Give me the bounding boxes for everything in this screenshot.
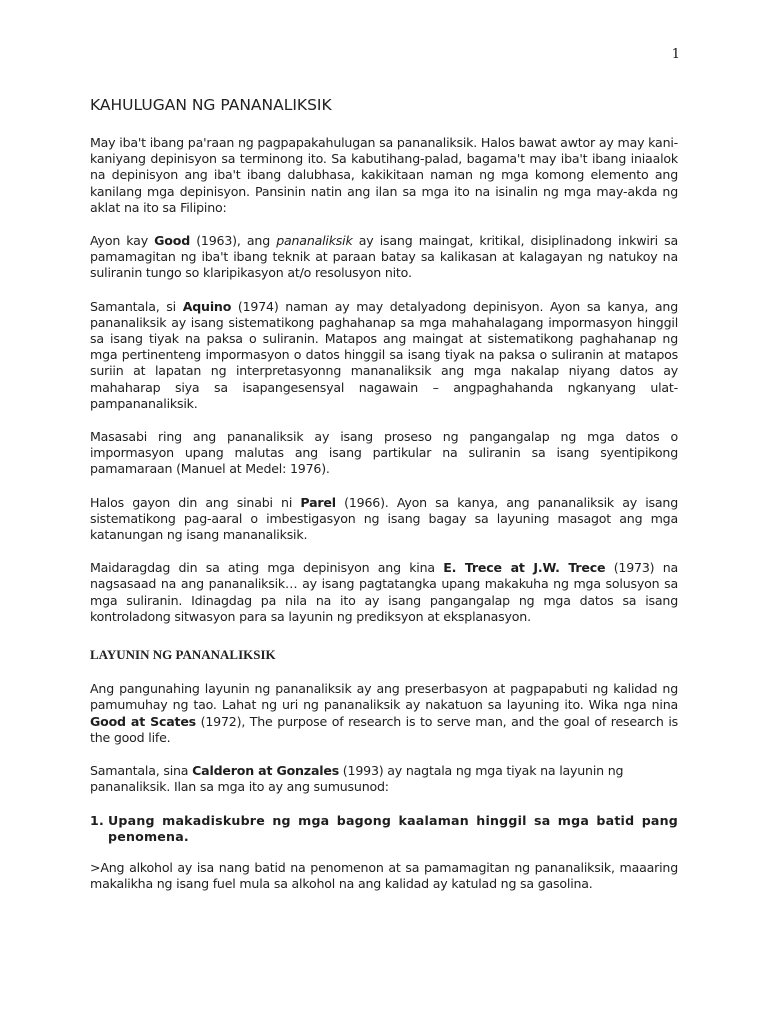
text-run: Maidaragdag din sa ating mga depinisyon ang kina [90,560,444,576]
author-name-calderon-gonzales: Calderon at Gonzales [192,763,339,779]
paragraph-intro: May iba't ibang pa'raan ng pagpapakahulugan sa pananaliksik. Halos bawat awtor ay may kani-kaniyang depinisyon sa terminong ito. Sa kabutihang-palad, bagama't may iba't ibang iniaalok na depinisyon ang iba't ibang dalubhasa, kakikitaan naman ng mga komong elemento ang kanilang mga depinisyon. Pansinin natin ang ilan sa mga ito na isinalin ng mga may-akda ng aklat na ito sa Filipino: [90,135,678,215]
text-run: Samantala, sina [90,763,193,779]
section-title-layunin: LAYUNIN NG PANANALIKSIK [90,647,276,663]
paragraph-trece [90,560,678,625]
paragraph-parel [90,495,678,544]
text-run: ay isang maingat, kritikal, disiplinadong inkwiri sa pamamagitan ng iba't ibang teknik at paraan batay sa kalikasan at kalagayan ng natukoy na suliranin tungo so klaripikasyon at/o resolusyon nito. [90,233,678,281]
text-run: Ang pangunahing layunin ng pananaliksik ay ang preserbasyon at pagpapabuti ng kalidad ng pamumuhay ng tao. Lahat ng uri ng pananaliksik ay nakatuon sa layuning ito. Wika nga nina [90,681,678,713]
paragraph-good [90,233,678,282]
text-run: Samantala, si [90,298,183,314]
list-text: Upang makadiskubre ng mga bagong kaalaman hinggil sa mga batid pang penomena. [108,812,678,844]
paragraph-manuel-medel: Masasabi ring ang pananaliksik ay isang proseso ng pangangalap ng mga datos o impormasyon upang malutas ang isang partikular na suliranin sa isang syentipikong pamamaraan (Manuel at Medel: 1976). [90,429,678,477]
paragraph-alkohol: >Ang alkohol ay isa nang batid na penomenon at sa pamamagitan ng pananaliksik, maaaring makalikha ng isang fuel mula sa alkohol na ang kalidad ay katulad ng sa gasolina. [90,859,678,892]
text-run: Ayon kay [90,233,155,249]
text-run: (1966). Ayon sa kanya, ang pananaliksik ay isang sistematikong pag-aaral o imbestigasyon ng isang bagay sa layuning masagot ang mga katanungan ng isang mananaliksik. [90,494,678,543]
page-title: KAHULUGAN NG PANANALIKSIK [90,96,332,114]
list-item [90,813,678,845]
text-run: Halos gayon din ang sinabi ni [90,494,301,510]
document-body [90,95,678,909]
text-run: (1972), The purpose of research is to serve man, and the goal of research is the good life. [90,713,678,745]
text-run: (1973) na nagsasaad na ang pananaliksik… ay isang pagtatangka upang makakuha ng mga solusyon sa mga suliranin. Idinagdag pa nila na ito ay isang pangangalap ng mga datos sa isang kontroladong sitwasyon para sa layunin ng prediksyon at eksplanasyon. [90,560,679,624]
paragraph-aquino [90,299,678,412]
author-name-good: Good [154,233,191,249]
text-run: (1993) ay nagtala ng mga tiyak na layunin ng pananaliksik. Ilan sa mga ito ay ang sumusunod: [90,763,624,795]
author-name-trece: E. Trece at J.W. Trece [443,560,606,576]
text-run: (1974) naman ay may detalyadong depinisyon. Ayon sa kanya, ang pananaliksik ay isang sistematikong paghahanap sa mga mahahalagang impormasyon hinggil sa isang tiyak na paksa o suliranin. Matapos ang maingat at sistematikong paghahanap ng mga pertinenteng impormasyon o datos hinggil sa isang tiyak na paksa o suliranin at matapos suriin at lapatan ng interpretasyonng mananaliksik ang mga nakalap niyang datos ay mahaharap siya sa isapangesensyal nagawain – angpaghahanda ngkanyang ulat-pampananaliksik. [90,298,679,411]
page-number: 1 [671,47,680,62]
author-name-aquino: Aquino [182,298,232,314]
author-name-parel: Parel [300,494,336,510]
paragraph-calderon [90,763,678,795]
paragraph-purpose [90,681,678,746]
text-run: (1963), ang [190,233,277,249]
term-pananaliksik: pananaliksik [276,233,353,249]
author-name-good-scates: Good at Scates [90,713,196,729]
list-number: 1. [90,812,104,828]
